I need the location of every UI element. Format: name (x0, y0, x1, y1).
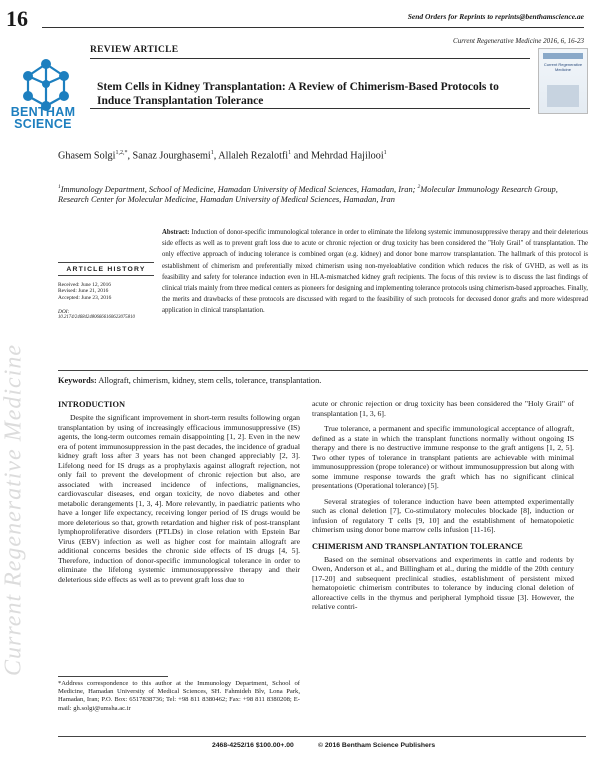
title-bottom-rule (90, 108, 530, 109)
author-name: Ghasem Solgi (58, 150, 116, 162)
author-affil-sup: 1 (210, 150, 214, 156)
doi-label: DOI: (58, 308, 70, 315)
correspondence-footnote: *Address correspondence to this author at the Immunology Department, School of Medicine, Hamadan University of Medical Sciences, SH. Fahmideh Blv, Lona Park, Hamadan, Iran; P.O. Box: 6517838736; Tel: +98 811 8380462; Fax: +98 811 8380208; E-mail: gh.solgi@umsha.ac.ir (58, 680, 300, 712)
article-history-title: ARTICLE HISTORY (58, 263, 154, 276)
keywords-text: Allograft, chimerism, kidney, stem cells, tolerance, transplantation. (98, 376, 322, 385)
body-right-column (312, 399, 574, 618)
affil-sup: 2 (417, 184, 421, 190)
author-affil-sup: 1 (383, 150, 387, 156)
section-heading-chimerism: CHIMERISM AND TRANSPLANTATION TOLERANCE (312, 541, 523, 551)
section-heading-introduction: INTRODUCTION (58, 400, 126, 409)
watermark-text: Current Regenerative Medicine (0, 344, 27, 676)
title-top-rule (90, 58, 530, 59)
received-date: Received: June 12, 2016 (58, 282, 111, 288)
journal-citation: Current Regenerative Medicine 2016, 6, 16-23 (453, 37, 584, 45)
abstract (162, 227, 588, 317)
journal-watermark (2, 250, 26, 770)
keywords (58, 376, 321, 385)
abstract-rule (58, 370, 588, 371)
abstract-text: Induction of donor-specific immunological tolerance in order to eliminate the lifelong systemic immunosuppressive therapy and their deleterious side effects as well as to prevent graft loss due to acute or chronic rejection or drug toxicity has been considered the "Holy Grail" of transplantation. The only effective approach of inducing tolerance is combined organ (e.g. kidney) and donor bone marrow transplantation. The hallmark of this protocol is establishment of chimerism and preferentially mixed chimerism using non-myeloablative condition which reduces the risk of GVHD, as well as its feasibility and safety for tolerance induction even in HLA-mismatched kidney graft recipients. The focus of this review is to discuss the last findings of clinical trials mainly from three medical centers as pioneers for designing and implementing tolerance protocols using chimerism-based approaches. Finally, the merits and drawbacks of these protocols are discussed with regard to the feasibility of such protocols for deceased donor grafts and more widespread application in clinical transplantation. (162, 229, 588, 315)
affiliations (58, 182, 588, 206)
footnote-rule (58, 676, 168, 677)
header-rule (42, 27, 584, 28)
keywords-label: Keywords: (58, 376, 97, 385)
reprints-notice: Send Orders for Reprints to reprints@benthamscience.ae (407, 12, 584, 21)
cover-title: Current Regenerative Medicine (543, 62, 583, 72)
article-history-box (58, 262, 154, 321)
author-affil-sup: 1 (288, 150, 292, 156)
doi-link[interactable]: 10.2174/2468424806666160623075810 (58, 314, 135, 320)
cover-image (547, 85, 579, 107)
body-paragraph: Based on the seminal observations and experiments in cattle and rodents by Owen, Anderson et al., and Billingham et al., during the middle of the 20th century [17-20] and subsequent preclinical studies, establishment of persistent mixed hematopoietic chimerism contributes to tolerance by inducing clonal deletion of alloreactive cells in the thymus and peripheral lymphoid tissue [3]. However, the relative contri- (312, 554, 574, 611)
page-header (0, 0, 600, 36)
affil-sup: 1 (58, 184, 61, 190)
abstract-label: Abstract: (162, 229, 190, 236)
body-paragraph: Despite the significant improvement in short-term results following organ transplantation by using of increasingly efficacious immunosuppressive (IS) agents, the long-term outcomes remain disappointing [1, 2]. Even in the new era of potent immunosuppression in the past decades, the incidence of gradual kidney graft loss after 3 years has not been changed appreciably [2, 3]. Lifelong need for IS drugs as a prophylaxis against allograft rejection, not only fail to prevent the development of chronic rejection but also, are associated with increased incidence of infections, malignancies, cardiovascular diseases, end organ toxicity, de novo diabetes and other metabolic derangements [1, 3, 4]. More relevantly, in paediatric patients who have a longer life expectancy, receiving longer period of IS drugs would be more deleterious so that, growth retardation and higher risk of post-transplant lymphoproliferative disorders (PTLDs) in close relation with Epstein Bar Virus (EBV) infection as well as higher cost for maintain allograft are additional concerns besides the chronic side effects of IS drugs [4, 5]. Therefore, induction of donor-specific immunological tolerance in order to eliminate the lifelong systemic immunosuppressive therapy and their deleterious side effects as well as to prevent graft loss due to (58, 413, 300, 584)
body-paragraph: True tolerance, a permanent and specific immunological acceptance of allograft, defined as a state in which the transplant functions normally without ongoing IS therapy and there is no destructive immune response to the graft antigens [1, 2, 5]. Two other types of tolerance in transplant patients are achievable with minimal immunosuppression (prope tolerance) or without immunosuppression but along with some immune response towards the graft which has no significant clinical presentations (Operational tolerance) [5]. (312, 424, 574, 490)
author-name: Mehrdad Hajilooi (310, 150, 384, 162)
copyright-notice: © 2016 Bentham Science Publishers (318, 742, 436, 749)
author-separator: and (291, 150, 311, 162)
accepted-date: Accepted: June 23, 2016 (58, 294, 112, 301)
author-name: Allaleh Rezalotfi (218, 150, 289, 162)
page-number: 16 (6, 6, 28, 31)
cover-bar (543, 53, 583, 59)
body-paragraph: Several strategies of tolerance induction have been attempted experimentally such as clonal deletion [7], Co-stimulatory molecules blockade [8], induction or infusion of regulatory T cells [9, 10] and the establishment of hematopoietic chimerism using donor bone marrow cells infusion [11-16]. (312, 496, 574, 534)
article-type-label: REVIEW ARTICLE (90, 45, 179, 55)
author-affil-sup: 1,2,* (115, 150, 128, 156)
author-list (58, 150, 387, 161)
affiliation-text: Immunology Department, School of Medicine, Hamadan University of Medical Sciences, Hamadan, Iran; (60, 184, 418, 194)
footer-rule (58, 736, 586, 737)
body-left-column (58, 399, 300, 590)
author-name: Sanaz Jourghasemi (132, 150, 211, 162)
publisher-logo-text: BENTHAM SCIENCE (10, 105, 76, 131)
revised-date: Revised: June 21, 2016 (58, 288, 109, 295)
affiliation-text: Molecular Immunology Research Group, Research Center for Molecular Medicine, Hamadan University of Medical Sciences, Hamadan, Iran (58, 184, 558, 205)
author-separator: , (127, 150, 133, 162)
journal-cover-thumbnail (538, 48, 588, 114)
author-separator: , (213, 150, 219, 162)
body-paragraph: acute or chronic rejection or drug toxicity has been considered the "Holy Grail" of transplantation [1, 3, 6]. (312, 399, 574, 418)
issn-price: 2468-4252/16 $100.00+.00 (212, 742, 294, 749)
article-title: Stem Cells in Kidney Transplantation: A Review of Chimerism-Based Protocols to Induce Transplantation Tolerance (97, 81, 499, 107)
